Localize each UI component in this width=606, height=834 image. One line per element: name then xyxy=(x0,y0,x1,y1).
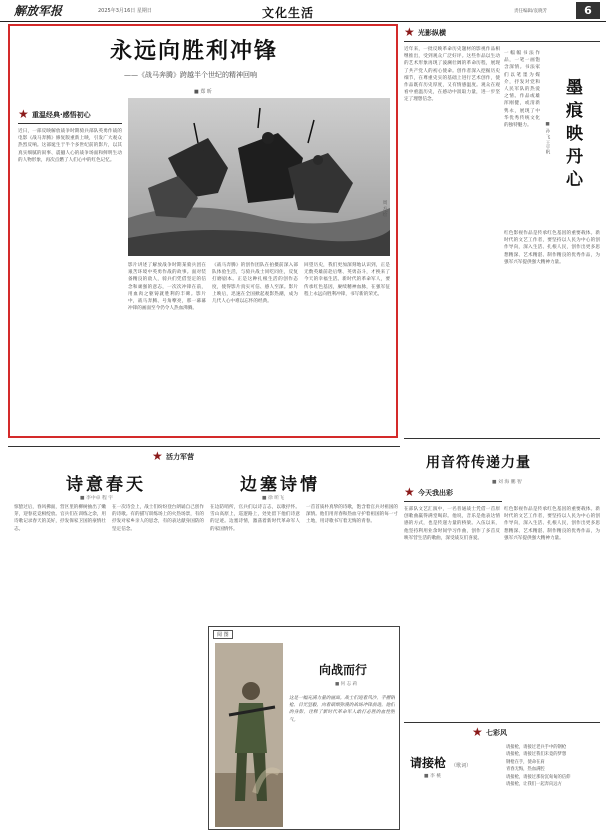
border-column-2: 一首首质朴真挚的诗歌，饱含着官兵对祖国的深情。他们用青春和热血守护着祖国的每一寸土地，用诗歌书写着无悔的青春。 xyxy=(306,505,398,525)
issue-date: 2025年3月16日 星期日 xyxy=(98,8,152,14)
masthead: 解放军报 xyxy=(14,4,63,18)
lyrics-line: 请接枪，请接过我们未竟的梦想 xyxy=(506,752,567,758)
photo-box-tag: 阅 图 xyxy=(213,630,233,639)
section-divider xyxy=(404,722,600,723)
film-column-2: 红色影视作品是传承红色基因的重要载体。新时代的文艺工作者，要坚持以人民为中心的创作导向，深入生活、扎根人民，创作出更多思想精深、艺术精湛、制作精良的优秀作品，为强军兴军提供强大精神力量。 xyxy=(504,231,600,265)
lyrics-byline: ■ 李 桃 xyxy=(424,774,442,779)
section-divider xyxy=(8,446,400,447)
section-divider xyxy=(404,438,600,439)
poem-column-1: 惊蛰过后，春风拂面，营区里的柳树抽出了嫩芽，迎春花竞相绽放。官兵们在训练之余，用诗歌记录春天的美好，抒发保家卫国的豪情壮志。 xyxy=(14,505,106,532)
photo-box xyxy=(208,626,400,830)
soldier-illustration xyxy=(215,643,283,827)
section-title: 文化生活 xyxy=(262,6,315,20)
poem-column-2: 在一次诗会上，战士们纷纷登台朗诵自己创作的诗歌。有的描写训练场上的火热场景，有的抒发对家乡亲人的思念，有的表达献身国防的坚定信念。 xyxy=(112,505,204,532)
cavalry-charge-drawing xyxy=(128,98,390,256)
music-title: 用音符传递力量 xyxy=(426,455,531,471)
section-tag-barracks: ★ 活力军营 xyxy=(152,452,194,462)
section-tag-shine: ★ 今天我出彩 xyxy=(404,488,453,498)
divider xyxy=(404,41,600,42)
lyrics-title xyxy=(410,752,471,771)
ink-feature-body: 一幅幅书法作品，一笔一画饱含深情。书法家们以笔墨为媒介，抒发对党和人民军队的热爱之情。作品或雄浑刚健，或清新隽永，展现了中华优秀传统文化的独特魅力。 xyxy=(504,51,540,129)
lyrics-line: 请接枪，请接过那份沉甸甸的信仰 xyxy=(506,774,571,780)
lyrics-subtitle: （歌词） xyxy=(451,763,472,769)
page-header xyxy=(0,0,606,22)
star-icon xyxy=(18,110,28,120)
divider xyxy=(18,123,122,124)
soldier-photo xyxy=(215,643,283,827)
photo-credit: 周 方/绘 xyxy=(382,200,387,217)
ink-feature-title: 墨痕映丹心 xyxy=(562,78,582,193)
section-tag-review: ★ 重温经典·感悟初心 xyxy=(18,110,91,120)
lyrics-line: 请接枪，请接过老兵手中的钢枪 xyxy=(506,745,567,750)
page-number: 6 xyxy=(576,2,600,19)
poem-title: 诗意春天 xyxy=(66,475,146,495)
star-icon xyxy=(404,488,414,498)
film-column-1: 近年来，一批反映革命历史题材的影视作品相继推出，受到观众广泛好评。这些作品以生动的艺术形象再现了波澜壮阔的革命历程，展现了共产党人的初心使命。创作者深入挖掘历史细节，在尊重史实的基础上进行艺术创作，使作品既有历史厚度，又有情感温度。观众在观看中重温历史，在感动中汲取力量，进一步坚定了理想信念。 xyxy=(404,47,500,103)
photo-box-byline: ■ 何 志 莉 xyxy=(335,682,358,687)
lyrics-line: 青春无悔，热血满腔 xyxy=(506,767,545,773)
lyrics-line: 请接枪，让我们一起奔向远方 xyxy=(506,782,562,788)
feature-column-4: 回望历史，我们更加深刻地认识到，正是无数英雄前赴后继、英勇奋斗，才换来了今天的幸福生活。新时代的革命军人，要传承红色基因，赓续精神血脉，在强军征程上永远向胜利冲锋，书写新的荣光。 xyxy=(304,263,390,297)
star-icon xyxy=(404,28,414,38)
lyrics-title-text: 请接枪 xyxy=(410,756,447,770)
ink-feature-byline: ■ 孙 飞 王宇帆 xyxy=(545,122,550,154)
music-byline: ■ 刘 海 鹏 智 xyxy=(492,480,522,485)
poem-byline: ■ 李中卓 程 宇 xyxy=(80,496,114,501)
photo-box-title: 向战而行 xyxy=(319,663,368,677)
feature-illustration xyxy=(128,98,390,256)
border-column-1: 在边防哨所，官兵们以诗言志，以歌抒怀。雪山高原上，巡逻路上，处处留下他们诗意的足迹。边塞诗情，激荡着新时代革命军人的家国情怀。 xyxy=(210,505,300,532)
feature-byline: ■ 郑 昕 xyxy=(194,89,212,95)
lyrics-column xyxy=(506,744,602,830)
feature-column-2: 影片讲述了解放战争时期某骑兵团在艰苦环境中英勇作战的故事。面对装备精良的敌人，骑兵们凭借坚定的信念和顽强的意志，一次次冲锋在前，用血肉之躯铸就胜利的丰碑。影片中，战马奔腾、号角嘹亮，那一幕幕冲锋的画面至今仍令人热血沸腾。 xyxy=(128,263,206,312)
border-poem-byline: ■ 徐 昕飞 xyxy=(262,496,284,501)
feature-column-3: 《战马奔腾》的创作团队在拍摄前深入部队体验生活，与骑兵战士同吃同住，反复打磨剧本。正是这种扎根生活的创作态度，使得影片真实可信、感人至深。影片上映后，迅速在全国掀起观影热潮，成为几代人心中难以忘怀的经典。 xyxy=(212,263,298,305)
photo-box-body: 这是一幅充满力量的画面。战士们迎着风沙，手握钢枪，目光坚毅，向着硝烟弥漫的战场冲锋前进。他们的身影，诠释了新时代革命军人敢打必胜的血性胆气。 xyxy=(289,696,395,723)
feature-title: 永远向胜利冲锋 xyxy=(110,38,279,64)
star-icon xyxy=(152,452,162,462)
feature-subtitle: ——《战马奔腾》跨越半个世纪的精神回响 xyxy=(124,71,257,79)
section-tag-colorwind: ★ 七彩风 xyxy=(472,728,507,738)
lyrics-line: 钢枪在手，使命在肩 xyxy=(506,759,545,765)
divider xyxy=(404,501,502,502)
music-column-2: 红色影视作品是传承红色基因的重要载体。新时代的文艺工作者，要坚持以人民为中心的创作导向，深入生活、扎根人民，创作出更多思想精深、艺术精湛、制作精良的优秀作品，为强军兴军提供强大精神力量。 xyxy=(504,507,600,541)
star-icon xyxy=(472,728,482,738)
section-tag-film: ★ 光影纵横 xyxy=(404,28,446,38)
editor-credit: 责任编辑/袁晓芳 xyxy=(514,9,548,14)
feature-column-1: 近日，一部反映解放战争时期骑兵部队英勇作战的电影《战马奔腾》修复版重新上映，引发广大观众热烈反响。这部诞生于半个多世纪前的影片，以其真实细腻的叙事、震撼人心的战争场面和鲜明生动的人物形象，再次点燃了人们心中的红色记忆。 xyxy=(18,129,122,163)
music-column-1: 在部队文艺汇演中，一名普通战士凭借一首原创歌曲赢得满堂喝彩。他说，音乐是他表达情感的方式，也是传递力量的桥梁。入伍以来，他坚持利用业余时间学习作曲，创作了多首反映军营生活的歌曲，深受战友们喜爱。 xyxy=(404,507,500,541)
border-poem-title: 边塞诗情 xyxy=(240,475,320,495)
